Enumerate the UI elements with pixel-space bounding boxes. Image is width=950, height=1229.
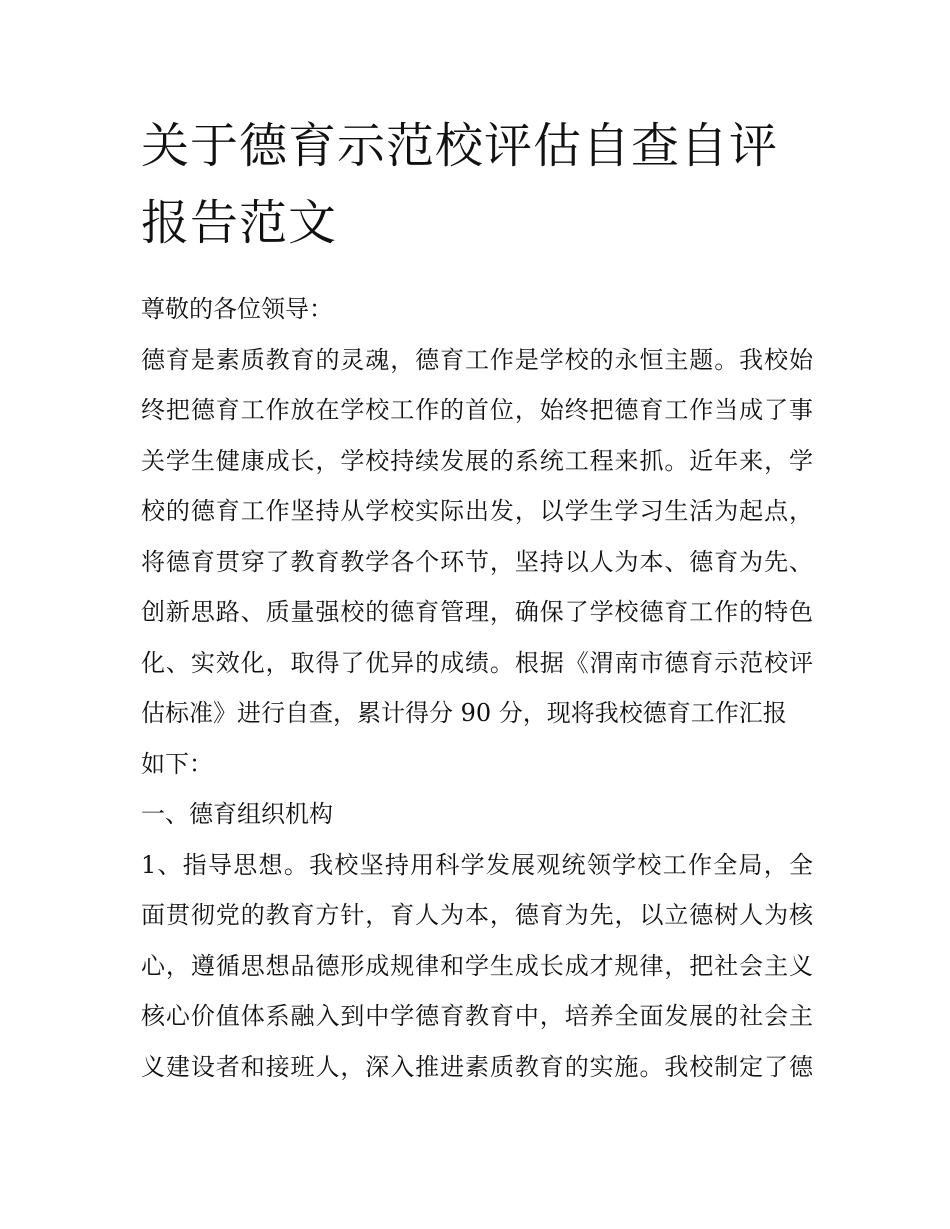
body-line-9: 如下：	[141, 749, 213, 778]
body-line-8: 估标准》进行自查，累计得分 90 分，现将我校德育工作汇报	[141, 699, 787, 727]
body-line-11: 1、指导思想。我校坚持用科学发展观统领学校工作全局，全	[141, 850, 813, 879]
title-line-1: 关于德育示范校评估自查自评	[141, 118, 779, 174]
title-line-2: 报告范文	[141, 195, 338, 251]
body-line-15: 义建设者和接班人，深入推进素质教育的实施。我校制定了德	[141, 1052, 813, 1081]
salutation: 尊敬的各位领导：	[141, 295, 333, 323]
body-line-5: 将德育贯穿了教育教学各个环节，坚持以人为本、德育为先、	[141, 547, 813, 576]
body-line-6: 创新思路、质量强校的德育管理，确保了学校德育工作的特色	[141, 598, 813, 626]
body-line-7: 化、实效化，取得了优异的成绩。根据《渭南市德育示范校评	[141, 648, 813, 677]
document-body	[141, 284, 813, 1092]
body-line-3: 关学生健康成长，学校持续发展的系统工程来抓。近年来，学	[141, 446, 813, 475]
body-line-4: 校的德育工作坚持从学校实际出发，以学生学习生活为起点，	[141, 497, 813, 525]
body-line-1: 德育是素质教育的灵魂，德育工作是学校的永恒主题。我校始	[141, 345, 813, 374]
body-line-12: 面贯彻党的教育方针，育人为本，德育为先，以立德树人为核	[141, 901, 813, 929]
document-title	[141, 108, 813, 262]
section-heading: 一、德育组织机构	[141, 800, 333, 828]
body-line-13: 心，遵循思想品德形成规律和学生成长成才规律，把社会主义	[141, 951, 813, 980]
document-page	[141, 108, 813, 1092]
body-line-2: 终把德育工作放在学校工作的首位，始终把德育工作当成了事	[141, 396, 813, 424]
body-line-14: 核心价值体系融入到中学德育教育中，培养全面发展的社会主	[141, 1002, 813, 1030]
